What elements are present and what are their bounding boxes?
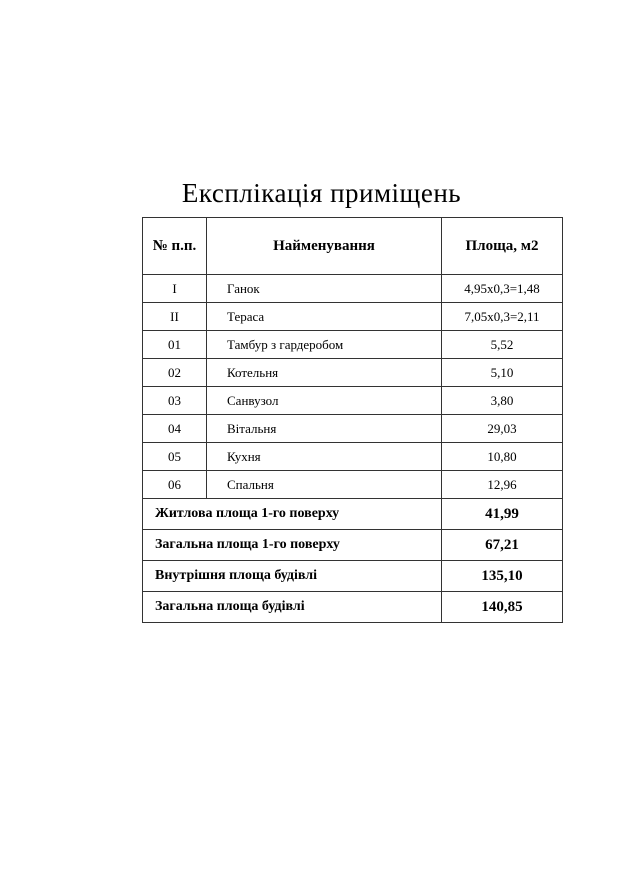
row-name: Санвузол	[207, 387, 442, 415]
row-number: 05	[143, 443, 207, 471]
total-label: Внутрішня площа будівлі	[143, 561, 442, 592]
row-area: 7,05х0,3=2,11	[442, 303, 563, 331]
total-value: 67,21	[442, 530, 563, 561]
row-name: Кухня	[207, 443, 442, 471]
total-label: Загальна площа будівлі	[143, 592, 442, 623]
header-area: Площа, м2	[442, 218, 563, 275]
row-name: Тамбур з гардеробом	[207, 331, 442, 359]
table-row	[143, 275, 563, 303]
table-row	[143, 415, 563, 443]
row-area: 4,95х0,3=1,48	[442, 275, 563, 303]
table-row	[143, 443, 563, 471]
total-value: 41,99	[442, 499, 563, 530]
total-row	[143, 592, 563, 623]
row-area: 10,80	[442, 443, 563, 471]
row-area: 5,52	[442, 331, 563, 359]
row-number: 03	[143, 387, 207, 415]
total-value: 135,10	[442, 561, 563, 592]
row-area: 3,80	[442, 387, 563, 415]
row-name: Котельня	[207, 359, 442, 387]
table-row	[143, 387, 563, 415]
row-number: I	[143, 275, 207, 303]
row-area: 5,10	[442, 359, 563, 387]
row-number: 04	[143, 415, 207, 443]
total-label: Житлова площа 1-го поверху	[143, 499, 442, 530]
row-name: Тераса	[207, 303, 442, 331]
total-row	[143, 499, 563, 530]
row-area: 12,96	[442, 471, 563, 499]
row-area: 29,03	[442, 415, 563, 443]
row-number: 06	[143, 471, 207, 499]
row-number: 02	[143, 359, 207, 387]
total-row	[143, 561, 563, 592]
explication-table	[142, 217, 563, 623]
row-number: 01	[143, 331, 207, 359]
header-name: Найменування	[207, 218, 442, 275]
row-name: Вітальня	[207, 415, 442, 443]
total-value: 140,85	[442, 592, 563, 623]
table-header-row	[143, 218, 563, 275]
row-name: Спальня	[207, 471, 442, 499]
table-row	[143, 331, 563, 359]
header-number: № п.п.	[143, 218, 207, 275]
table-row	[143, 303, 563, 331]
page-title: Експлікація приміщень	[181, 178, 462, 208]
total-label: Загальна площа 1-го поверху	[143, 530, 442, 561]
row-number: II	[143, 303, 207, 331]
table-row	[143, 471, 563, 499]
table-row	[143, 359, 563, 387]
row-name: Ганок	[207, 275, 442, 303]
total-row	[143, 530, 563, 561]
